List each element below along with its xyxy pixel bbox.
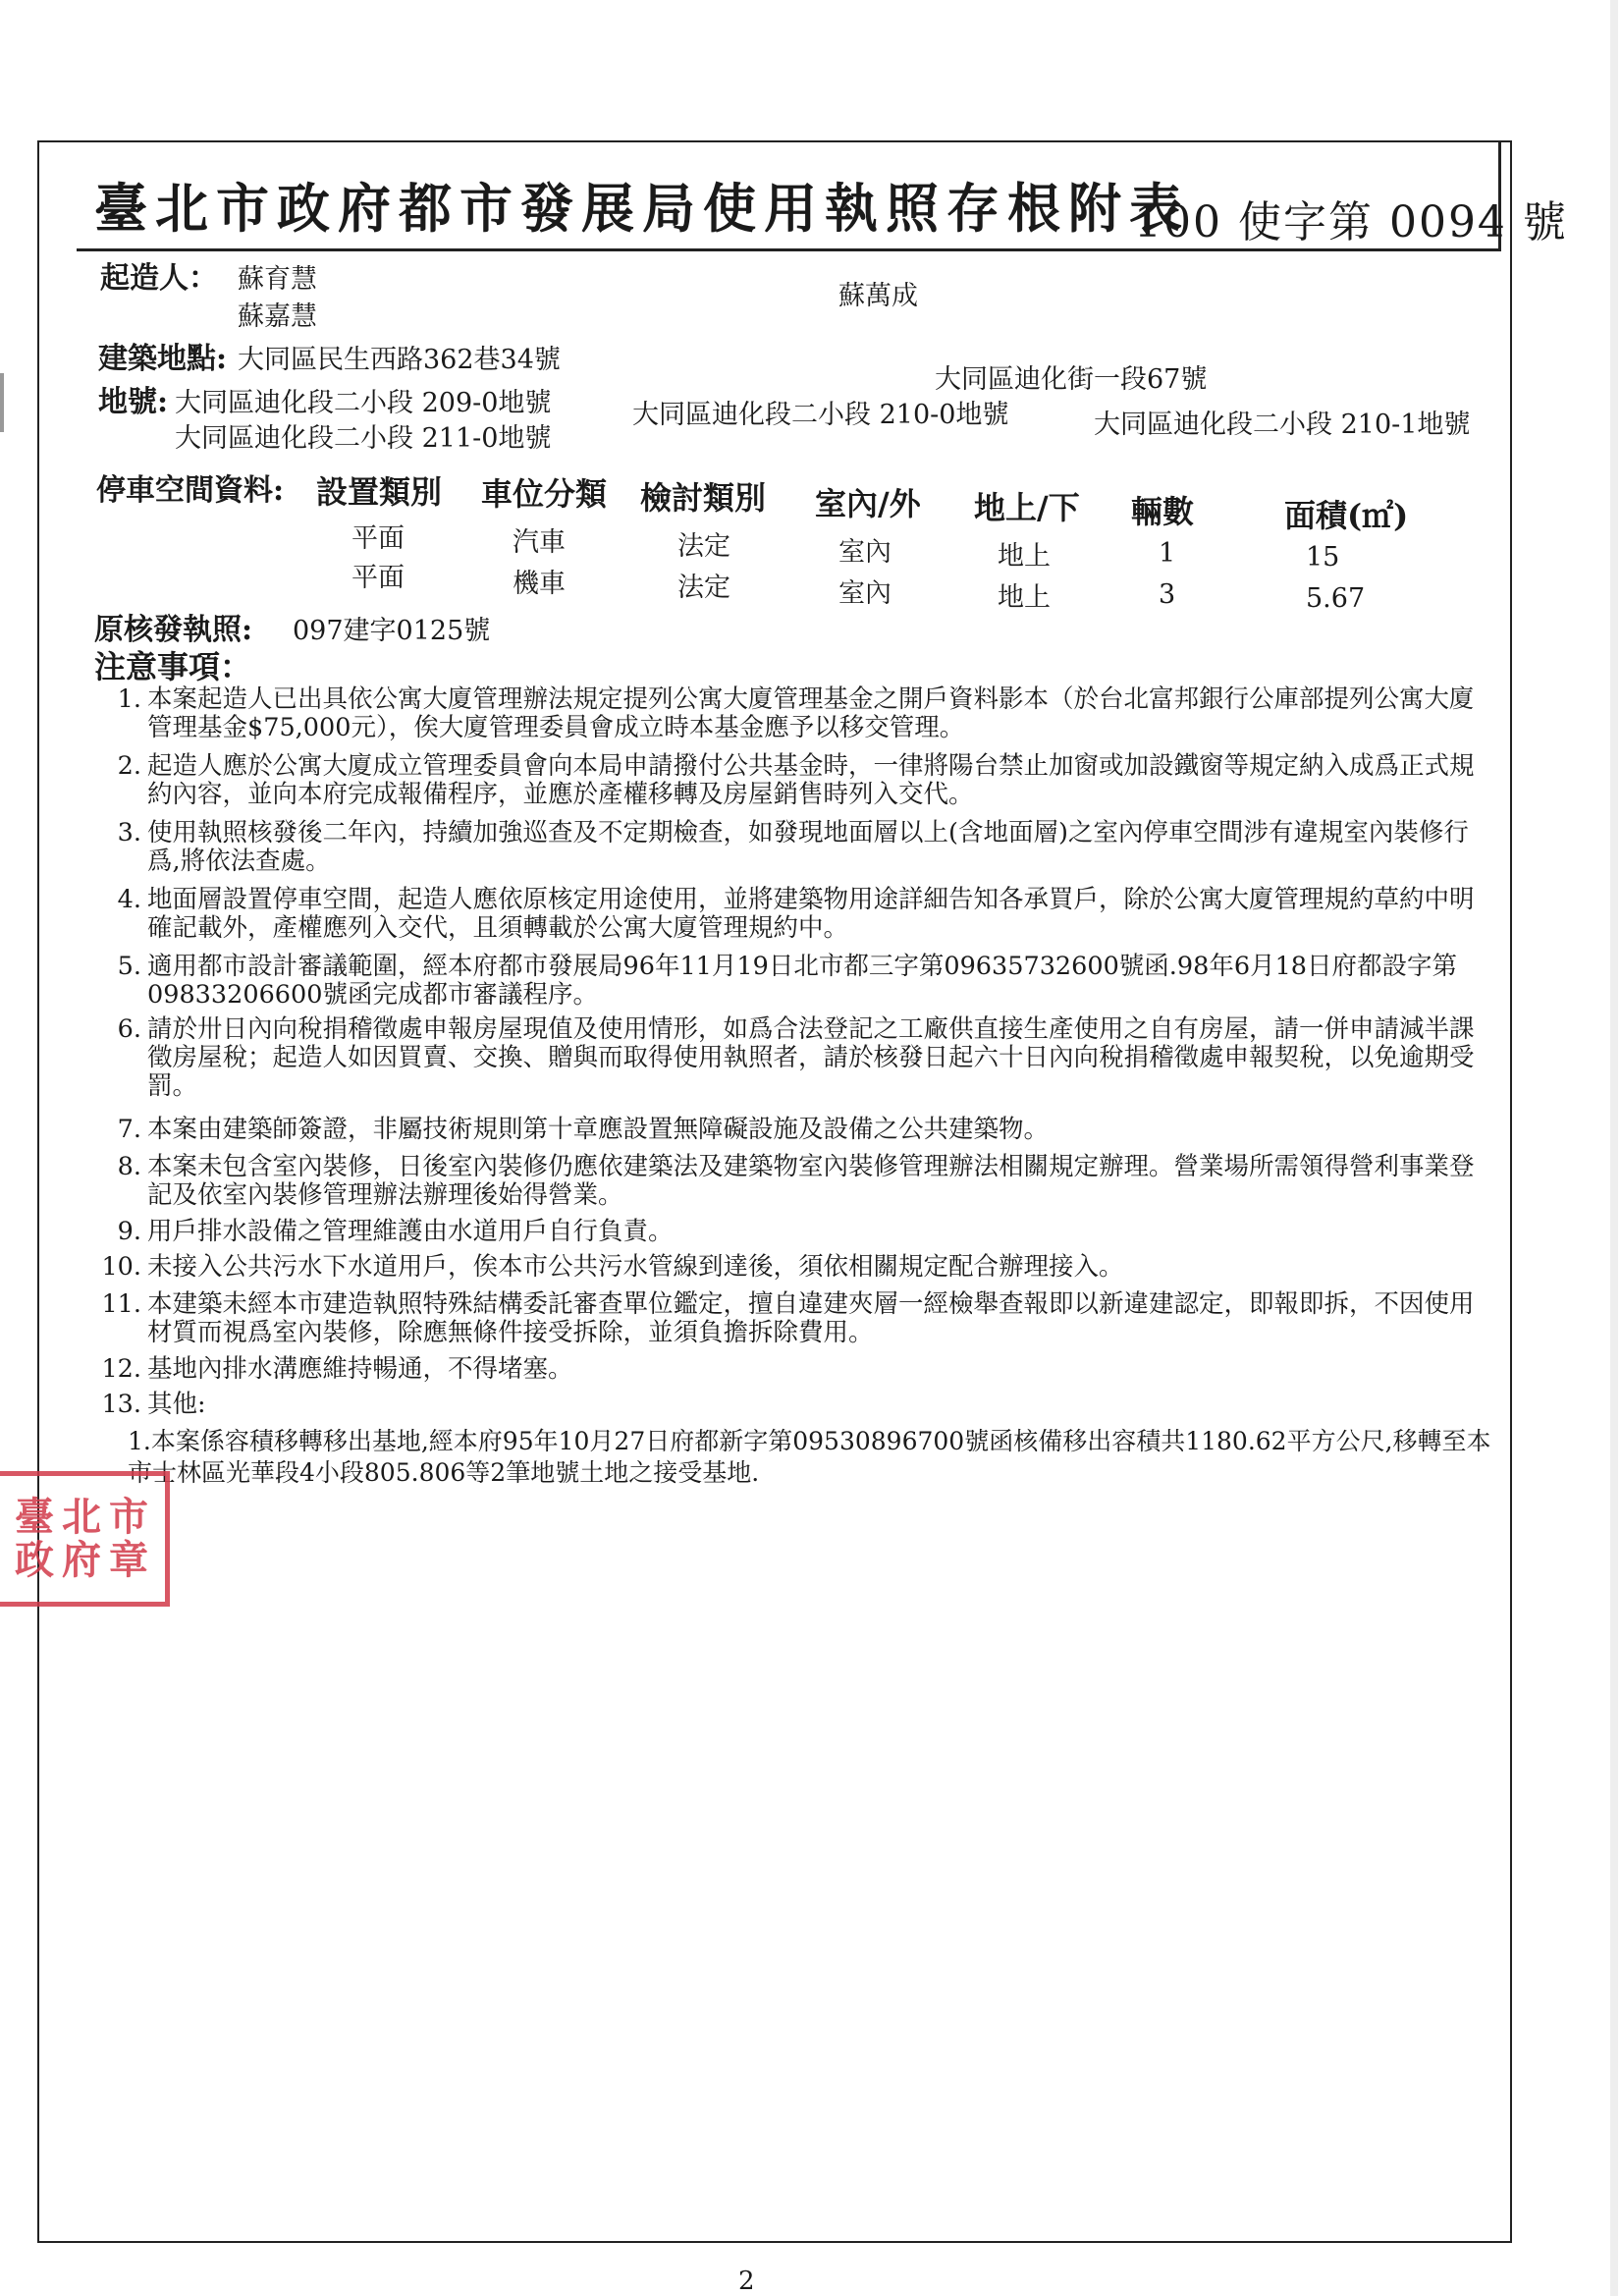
parking-cell: 15 [1306, 542, 1340, 573]
notes-title: 注意事項： [94, 648, 252, 685]
seal-char: 北 [62, 1494, 103, 1540]
note-text: 使用執照核發後二年內，持續加強巡查及不定期檢查，如發現地面層以上(含地面層)之室內停車空間涉有違規室內裝修行爲,將依法查處。 [147, 818, 1469, 876]
note-number: 12. [101, 1354, 141, 1384]
parking-header: 地上/下 [974, 489, 1080, 526]
scan-mark [0, 373, 4, 432]
lot-number: 大同區迪化段二小段 210-0地號 [632, 400, 1009, 430]
note-text: 未接入公共污水下水道用戶，俟本市公共污水管線到達後，須依相關規定配合辦理接入。 [147, 1252, 1124, 1282]
note-item [86, 886, 1490, 943]
parking-cell: 平面 [351, 523, 405, 554]
note-number: 4. [117, 885, 141, 914]
parking-header: 面積(㎡) [1284, 497, 1409, 534]
parking-cell: 法定 [677, 573, 730, 603]
owner-name: 蘇萬成 [838, 281, 918, 311]
parking-cell: 機車 [513, 569, 566, 599]
note-text: 本案起造人已出具依公寓大廈管理辦法規定提列公寓大廈管理基金之開戶資料影本（於台北富邦銀行公庫部提列公寓大廈管理基金$75,000元），俟大廈管理委員會成立時本基金應予以移交管理。 [147, 684, 1475, 742]
lots-label: 地號: [98, 385, 169, 419]
note-number: 8. [117, 1152, 141, 1181]
site-address: 大同區民生西路362巷34號 [238, 345, 561, 375]
parking-cell: 地上 [998, 541, 1051, 572]
parking-cell: 室內 [838, 537, 892, 568]
seal-char: 章 [109, 1537, 150, 1583]
page-number: 2 [738, 2267, 755, 2296]
parking-cell: 汽車 [513, 527, 566, 558]
note-item [86, 752, 1490, 809]
seal-char: 市 [109, 1494, 150, 1540]
official-seal [0, 1471, 170, 1607]
note-text: 適用都市設計審議範圍，經本府都市發展局96年11月19日北市都三字第09635732600號函.98年6月18日府都設字第09833206600號函完成都市審議程序。 [147, 952, 1458, 1010]
note-text: 本案由建築師簽證，非屬技術規則第十章應設置無障礙設施及設備之公共建築物。 [147, 1115, 1050, 1144]
note-item [86, 953, 1490, 1010]
note-text: 本建築未經本市建造執照特殊結構委託審查單位鑑定，擅自違建夾層一經檢舉查報即以新違建認定，即報即拆，不因使用材質而視爲室內裝修，除應無條件接受拆除，並須負擔拆除費用。 [147, 1289, 1475, 1347]
site-address: 大同區迪化街一段67號 [935, 364, 1208, 395]
note-item [86, 819, 1490, 876]
parking-header: 檢討類別 [640, 479, 767, 517]
original-license-value: 097建字0125號 [293, 616, 491, 646]
lot-number: 大同區迪化段二小段 209-0地號 [175, 388, 552, 418]
parking-header: 設置類別 [316, 473, 443, 511]
seal-char: 臺 [15, 1494, 56, 1540]
note-text: 起造人應於公寓大廈成立管理委員會向本局申請撥付公共基金時，一律將陽台禁止加窗或加設鐵窗等規定納入成爲正式規約內容，並向本府完成報備程序，並應於產權移轉及房屋銷售時列入交代。 [147, 751, 1475, 809]
site-label: 建築地點: [98, 342, 228, 376]
note-number: 2. [117, 751, 141, 781]
parking-cell: 室內 [838, 578, 892, 609]
note-item [86, 1153, 1490, 1210]
document-title: 臺北市政府都市發展局使用執照存根附表 [94, 177, 1190, 240]
note-number: 3. [117, 818, 141, 847]
lot-number: 大同區迪化段二小段 210-1地號 [1094, 410, 1471, 440]
parking-cell: 地上 [998, 582, 1051, 613]
note-item [86, 1391, 1490, 1419]
parking-header: 車位分類 [481, 475, 608, 513]
seal-char: 府 [62, 1537, 103, 1583]
note-item [86, 1290, 1490, 1347]
permit-number: 100 使字第 0094 號 [1134, 197, 1568, 247]
note-item [86, 1218, 1490, 1246]
note-number: 9. [117, 1217, 141, 1246]
note-number: 1. [117, 684, 141, 714]
note-item [86, 685, 1490, 742]
scan-edge [1610, 0, 1618, 2296]
note-item [86, 1116, 1490, 1144]
seal-char: 政 [15, 1537, 56, 1583]
note-item [86, 1015, 1490, 1101]
original-license-label: 原核發執照: [94, 613, 253, 647]
note-text: 地面層設置停車空間，起造人應依原核定用途使用，並將建築物用途詳細告知各承買戶，除於公寓大廈管理規約草約中明確記載外，產權應列入交代，且須轉載於公寓大廈管理規約中。 [147, 885, 1475, 943]
note-text: 基地內排水溝應維持暢通，不得堵塞。 [147, 1354, 573, 1384]
note-number: 13. [101, 1390, 141, 1419]
note-text: 其他: [147, 1390, 206, 1419]
lot-number: 大同區迪化段二小段 211-0地號 [175, 423, 552, 454]
note-number: 10. [101, 1252, 141, 1282]
parking-header: 室內/外 [815, 485, 921, 522]
parking-header: 輛數 [1131, 493, 1195, 530]
parking-cell: 法定 [677, 531, 730, 562]
owner-name: 蘇育慧 [238, 264, 317, 295]
note-item [86, 1355, 1490, 1384]
note-text: 請於卅日內向稅捐稽徵處申報房屋現值及使用情形，如爲合法登記之工廠供直接生產使用之自有房屋，請一併申請減半課徵房屋稅；起造人如因買賣、交換、贈與而取得使用執照者，請於核發日起六十日內向稅捐稽徵處申報契稅，以免逾期受罰。 [147, 1014, 1475, 1101]
note-item [86, 1253, 1490, 1282]
parking-cell: 1 [1159, 538, 1176, 569]
owner-name: 蘇嘉慧 [238, 301, 317, 332]
note-number: 7. [117, 1115, 141, 1144]
note-number: 5. [117, 952, 141, 981]
parking-cell: 3 [1159, 579, 1176, 610]
owner-label: 起造人： [100, 261, 218, 296]
parking-cell: 平面 [351, 563, 405, 593]
parking-cell: 5.67 [1306, 583, 1366, 614]
parking-label: 停車空間資料: [96, 473, 285, 508]
note-number: 6. [117, 1014, 141, 1044]
note-text: 本案未包含室內裝修，日後室內裝修仍應依建築法及建築物室內裝修管理辦法相關規定辦理。營業場所需領得營利事業登記及依室內裝修管理辦法辦理後始得營業。 [147, 1152, 1475, 1210]
note-text: 用戶排水設備之管理維護由水道用戶自行負責。 [147, 1217, 674, 1246]
other-note: 1.本案係容積移轉移出基地,經本府95年10月27日府都新字第09530896700號函核備移出容積共1180.62平方公尺,移轉至本市士林區光華段4小段805.806等2筆地號土地之接受基地. [128, 1427, 1491, 1487]
note-number: 11. [101, 1289, 141, 1319]
